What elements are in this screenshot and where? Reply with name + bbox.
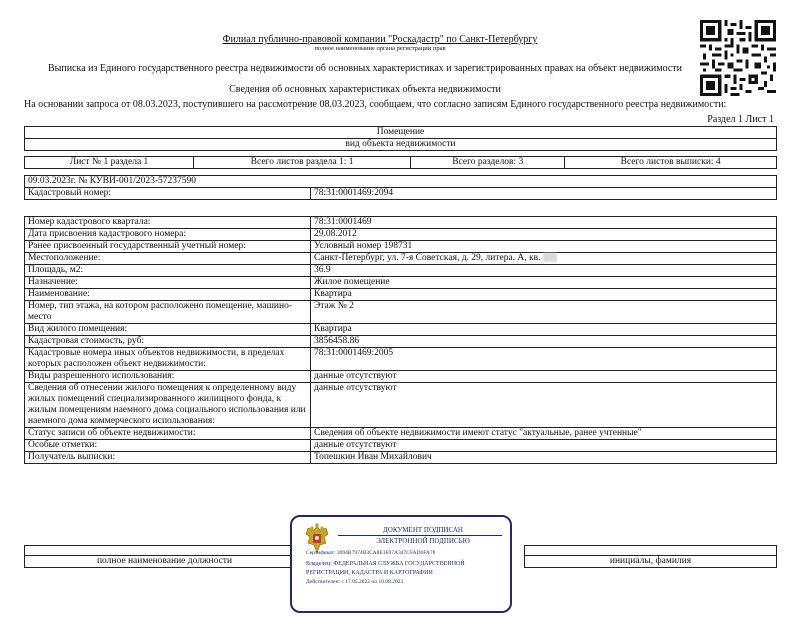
row-label: Вид жилого помещения: [25,324,311,336]
document-subtitle: Сведения об основных характеристиках объекта недвижимости [229,84,501,95]
position-caption: полное наименование должности [25,556,305,568]
object-type-caption: вид объекта недвижимости [25,139,777,151]
intro-text: На основании запроса от 08.03.2023, поступившего на рассмотрение 08.03.2023, сообщаем, что согласно записям Единого государственного реестра недвижимости: [24,99,727,110]
table-row [25,289,777,301]
row-value: 78:31:0001469 [311,217,777,229]
table-row [25,217,777,229]
table-row [25,301,777,324]
table-row [25,277,777,289]
stamp-line-1: ДОКУМЕНТ ПОДПИСАН [383,526,463,534]
name-caption: инициалы, фамилия [525,556,777,568]
row-value: данные отсутствуют [311,383,777,428]
cadastral-number-value: 78:31:0001469:2094 [311,188,777,200]
row-value: 29.08.2012 [311,229,777,241]
table-row [25,371,777,383]
row-label: Особые отметки: [25,440,311,452]
request-info-table [24,175,777,200]
row-value: 36.9 [311,265,777,277]
document-title: Выписка из Единого государственного реестра недвижимости об основных характеристиках и зарегистрированных правах на объект недвижимости [47,63,682,74]
row-label: Номер, тип этажа, на котором расположено помещение, машино-место [25,301,311,324]
row-value [311,253,777,265]
row-value: данные отсутствуют [311,371,777,383]
row-label: Наименование: [25,289,311,301]
table-row [25,440,777,452]
row-label: Сведения об отнесении жилого помещения к определенному виду жилых помещений специализированного жилищного фонда, к жилым помещениям наемного дома социального использования или наемного дома коммерческого использования: [25,383,311,428]
row-label: Назначение: [25,277,311,289]
stamp-owner: Владелец: ФЕДЕРАЛЬНАЯ СЛУЖБА ГОСУДАРСТВЕННОЙ РЕГИСТРАЦИИ, КАДАСТРА И КАРТОГРАФИИ [306,561,465,576]
table-row [25,265,777,277]
row-label: Статус записи об объекте недвижимости: [25,428,311,440]
redacted-block [543,253,557,262]
qr-code-icon [700,20,776,96]
request-date-number: 09.03.2023г. № КУВИ-001/2023-57237590 [25,176,777,188]
row-value: Квартира [311,324,777,336]
e-signature-stamp [290,515,512,613]
object-header-table [24,126,777,169]
cadastral-number-label: Кадастровый номер: [25,188,311,200]
row-label: Площадь, м2: [25,265,311,277]
sheets-in-section: Всего листов раздела 1: 1 [194,157,411,169]
row-label: Местоположение: [25,253,311,265]
address-text: Санкт-Петербург, ул. 7-я Советская, д. 29, литера. А, кв. [314,253,541,263]
stamp-validity: Действителен: с 17.05.2022 по 10.08.2023 [306,579,404,585]
table-row [25,253,777,265]
table-row [25,428,777,440]
row-label: Кадастровые номера иных объектов недвижимости, в пределах которых расположен объект недвижимости: [25,348,311,371]
row-label: Получатель выписки: [25,452,311,464]
row-label: Ранее присвоенный государственный учетный номер: [25,241,311,253]
row-label: Дата присвоения кадастрового номера: [25,229,311,241]
row-label: Номер кадастрового квартала: [25,217,311,229]
row-value: Квартира [311,289,777,301]
stamp-certificate: Сертификат: 3094B7974B3CA8E1F07A347CFAD6FA78 [306,550,436,556]
row-value: Топешкин Иван Михайлович [311,452,777,464]
table-row [25,383,777,428]
row-label: Кадастровая стоимость, руб: [25,336,311,348]
characteristics-table [24,216,777,464]
sheet-number: Лист № 1 раздела 1 [25,157,194,169]
object-type: Помещение [25,127,777,139]
table-row [25,324,777,336]
row-value: 78:31:0001469:2005 [311,348,777,371]
table-row [25,452,777,464]
table-row [25,229,777,241]
org-name-caption: полное наименование органа регистрации прав [314,45,446,52]
table-row [25,336,777,348]
stamp-line-2: ЭЛЕКТРОННОЙ ПОДПИСЬЮ [376,537,470,545]
row-label: Виды разрешенного использования: [25,371,311,383]
total-sections: Всего разделов: 3 [411,157,565,169]
row-value: данные отсутствуют [311,440,777,452]
section-label: Раздел 1 Лист 1 [707,114,774,125]
row-value: Жилое помещение [311,277,777,289]
table-row [25,241,777,253]
table-row [25,348,777,371]
total-sheets: Всего листов выписки: 4 [565,157,777,169]
row-value: Этаж № 2 [311,301,777,324]
org-name: Филиал публично-правовой компании "Роскадастр" по Санкт-Петербургу [222,34,538,45]
row-value: 3856458.86 [311,336,777,348]
row-value: Сведения об объекте недвижимости имеют статус "актуальные, ранее учтенные" [311,428,777,440]
row-value: Условный номер 198731 [311,241,777,253]
